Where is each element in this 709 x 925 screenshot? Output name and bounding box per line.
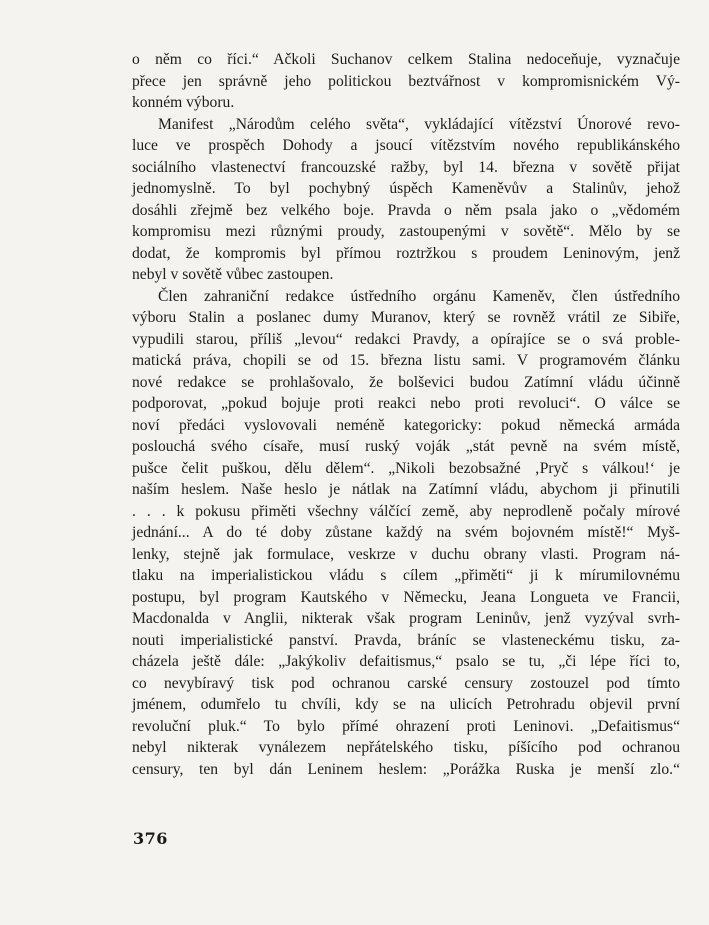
text-line: podporovat, „pokud bojuje proti reakci nebo proti revoluci“. O válce se: [132, 395, 680, 412]
text-line: Člen zahraniční redakce ústředního orgánu Kameněv, člen ústředního: [158, 287, 680, 305]
text-line: přece jen správně jeho politickou beztvářnost v kompromisnickém Vý-: [132, 72, 680, 90]
text-line: nebyl v sovětě vůbec zastoupen.: [132, 266, 334, 283]
text-line: kompromisu mezi různými proudy, zastoupenými v sovětě“. Mělo by se: [132, 223, 680, 240]
text-line: postupu, byl program Kautského v Německu, Jeana Longueta ve Francii,: [132, 588, 680, 606]
text-line: dosáhli zřejmě bez velkého boje. Pravda o něm psala jako o „vědomém: [132, 201, 680, 219]
text-line: jednání... A do té doby zůstane každý na svém bojovném místě!“ Myš-: [132, 524, 680, 541]
text-line: luce ve prospěch Dohody a jsoucí vítězstvím nového republikánského: [132, 137, 680, 154]
text-line: jménem, odumřelo tu chvíli, kdy se na ulicích Petrohradu objevil první: [132, 696, 680, 713]
text-line: naším heslem. Naše heslo je nátlak na Zatímní vládu, abychom ji přinutili: [132, 481, 680, 498]
text-line: Macdonalda v Anglii, nikterak však program Leninův, jenž vyzýval svrh-: [132, 610, 680, 627]
text-line: matická práva, chopili se od 15. března listu sami. V programovém článku: [132, 352, 680, 369]
text-line: sociálního vlastenectví francouzské ražby, byl 14. března v sovětě přijat: [132, 158, 680, 176]
text-line: dodat, že kompromis byl přímou roztržkou s proudem Leninovým, jenž: [132, 244, 680, 262]
text-line: . . . k pokusu přiměti všechny válčící země, aby neprodleně počaly mírové: [132, 502, 680, 520]
text-line: cházela ještě dále: „Jakýkoliv defaitismus,“ psalo se tu, „či lépe říci to,: [132, 653, 680, 670]
text-line: nebyl nikterak vynálezem nepřátelského tisku, píšícího pod ochranou: [132, 739, 680, 756]
text-line: Manifest „Národům celého světa“, vykládající vítězství Únorové revo-: [158, 115, 680, 133]
text-line: nouti imperialistické panství. Pravda, bráníc se vlasteneckému tisku, za-: [132, 631, 680, 649]
text-line: co nevybíravý tisk pod ochranou carské censury zostouzel pod tímto: [132, 674, 680, 692]
text-line: poslouchá svého císaře, musí ruský voják „stát pevně na svém místě,: [132, 438, 680, 455]
text-line: pušce čelit puškou, dělu dělem“. „Nikoli bezobsažné ‚Pryč s válkou!‘ je: [132, 459, 680, 477]
page-number: 376: [133, 829, 168, 848]
text-line: tlaku na imperialistickou vládu s cílem „přiměti“ ji k mírumilovnému: [132, 567, 680, 584]
text-line: o něm co říci.“ Ačkoli Suchanov celkem Stalina nedoceňuje, vyznačuje: [132, 51, 680, 68]
text-line: vypudili starou, příliš „levou“ redakci Pravdy, a opírajíce se o svá proble-: [132, 330, 680, 348]
text-line: revoluční pluk.“ To bylo přímé ohrazení proti Leninovi. „Defaitismus“: [132, 717, 680, 735]
text-line: výboru Stalin a poslanec dumy Muranov, který se rovněž vrátil ze Sibiře,: [132, 309, 680, 326]
text-line: jednomyslně. To byl pochybný úspěch Kameněvův a Stalinův, jehož: [132, 180, 680, 197]
text-line: censury, ten byl dán Leninem heslem: „Porážka Ruska je menší zlo.“: [132, 760, 680, 778]
body-text: [132, 49, 680, 780]
text-line: lenky, stejně jak formulace, veskrze v duchu obrany vlasti. Program ná-: [132, 545, 680, 563]
text-line: nové redakce se prohlašovalo, že bolševici budou Zatímní vládu účinně: [132, 373, 680, 391]
text-line: noví předáci vyslovovali neméně kategoricky: pokud německá armáda: [132, 416, 680, 434]
text-line: konném výboru.: [132, 94, 235, 111]
